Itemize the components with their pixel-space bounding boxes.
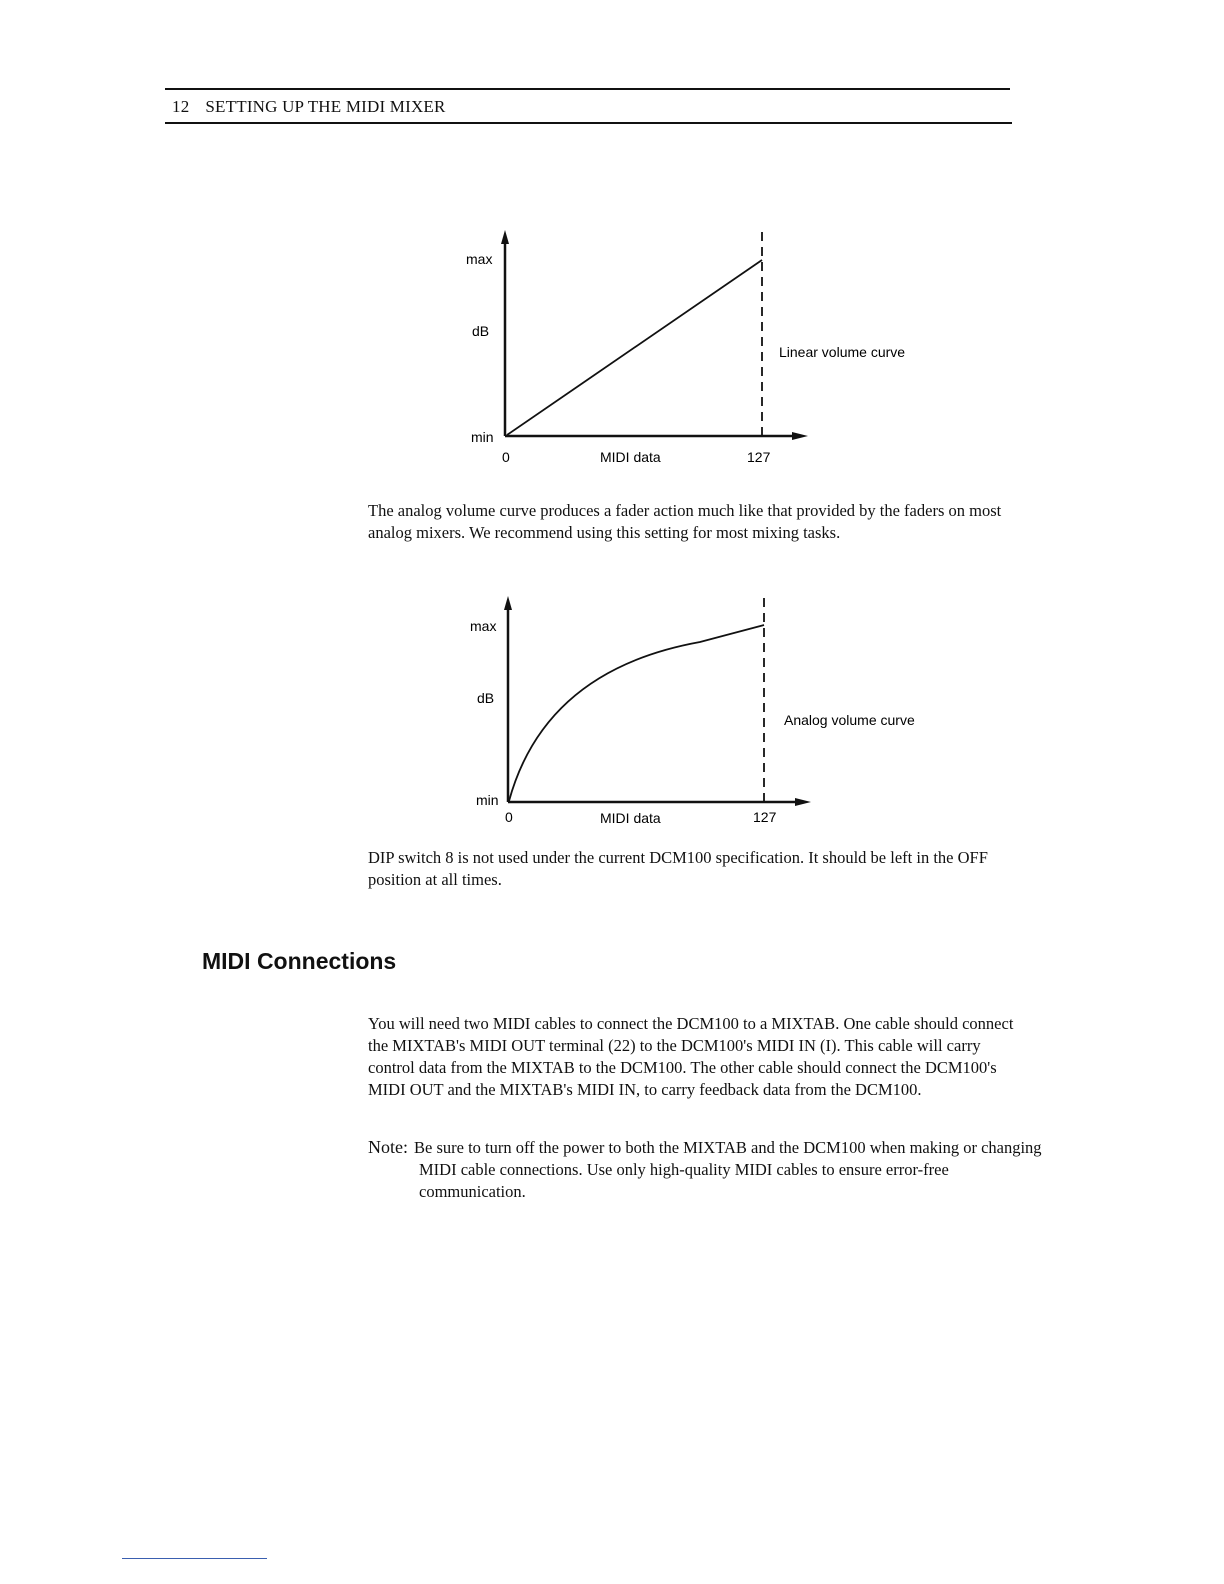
- x-label-start: 0: [502, 449, 510, 465]
- header-top-rule: [165, 88, 1010, 90]
- analog-curve-paragraph: The analog volume curve produces a fader action much like that provided by the faders on most analog mixers. We recommend using this setting for most mixing tasks.: [368, 501, 1002, 542]
- y-label-min: min: [471, 429, 494, 445]
- section-title-midi-connections: MIDI Connections: [202, 948, 397, 974]
- analog-curve-line: [509, 625, 764, 801]
- y-label-db: dB: [472, 323, 490, 339]
- note-text: Be sure to turn off the power to both the MIXTAB and the DCM100 when making or changing MIDI cable connections. Use only high-quality MIDI cables to ensure error-free communication.: [414, 1138, 1042, 1201]
- curve-caption: Analog volume curve: [784, 712, 915, 728]
- running-header-title: SETTING UP THE MIDI MIXER: [205, 97, 446, 116]
- note-label: Note:: [368, 1137, 408, 1157]
- curve-caption: Linear volume curve: [779, 344, 906, 360]
- y-label-max: max: [466, 251, 493, 267]
- dip-switch-paragraph: DIP switch 8 is not used under the current DCM100 specification. It should be left in the OFF position at all times.: [368, 848, 988, 889]
- x-axis-title: MIDI data: [600, 810, 661, 826]
- x-label-end: 127: [747, 449, 771, 465]
- y-label-min: min: [476, 792, 499, 808]
- figure-linear-volume-curve: [450, 222, 930, 472]
- y-axis-arrowhead: [501, 230, 509, 244]
- page-number: 12: [172, 97, 190, 116]
- y-axis-arrowhead: [504, 596, 512, 610]
- y-label-db: dB: [477, 690, 495, 706]
- analog-curve-diagram: [450, 590, 940, 840]
- note-block: [368, 1136, 1059, 1203]
- footer-rule: [122, 1558, 267, 1559]
- figure-analog-volume-curve: [450, 590, 940, 840]
- x-axis-arrowhead: [792, 432, 808, 440]
- x-axis-arrowhead: [795, 798, 811, 806]
- y-label-max: max: [470, 618, 497, 634]
- header-bottom-rule: [165, 122, 1012, 124]
- midi-connections-paragraph: You will need two MIDI cables to connect the DCM100 to a MIXTAB. One cable should connect the MIXTAB's MIDI OUT terminal (22) to the DCM100's MIDI IN (I). This cable will carry control data from the MIXTAB to the DCM100. The other cable should connect the DCM100's MIDI OUT and the MIXTAB's MIDI IN, to carry feedback data from the DCM100.: [368, 1014, 1014, 1099]
- running-header: [172, 97, 446, 117]
- linear-curve-line: [507, 260, 762, 435]
- linear-curve-diagram: [450, 222, 930, 472]
- x-label-end: 127: [753, 809, 777, 825]
- x-axis-title: MIDI data: [600, 449, 661, 465]
- x-label-start: 0: [505, 809, 513, 825]
